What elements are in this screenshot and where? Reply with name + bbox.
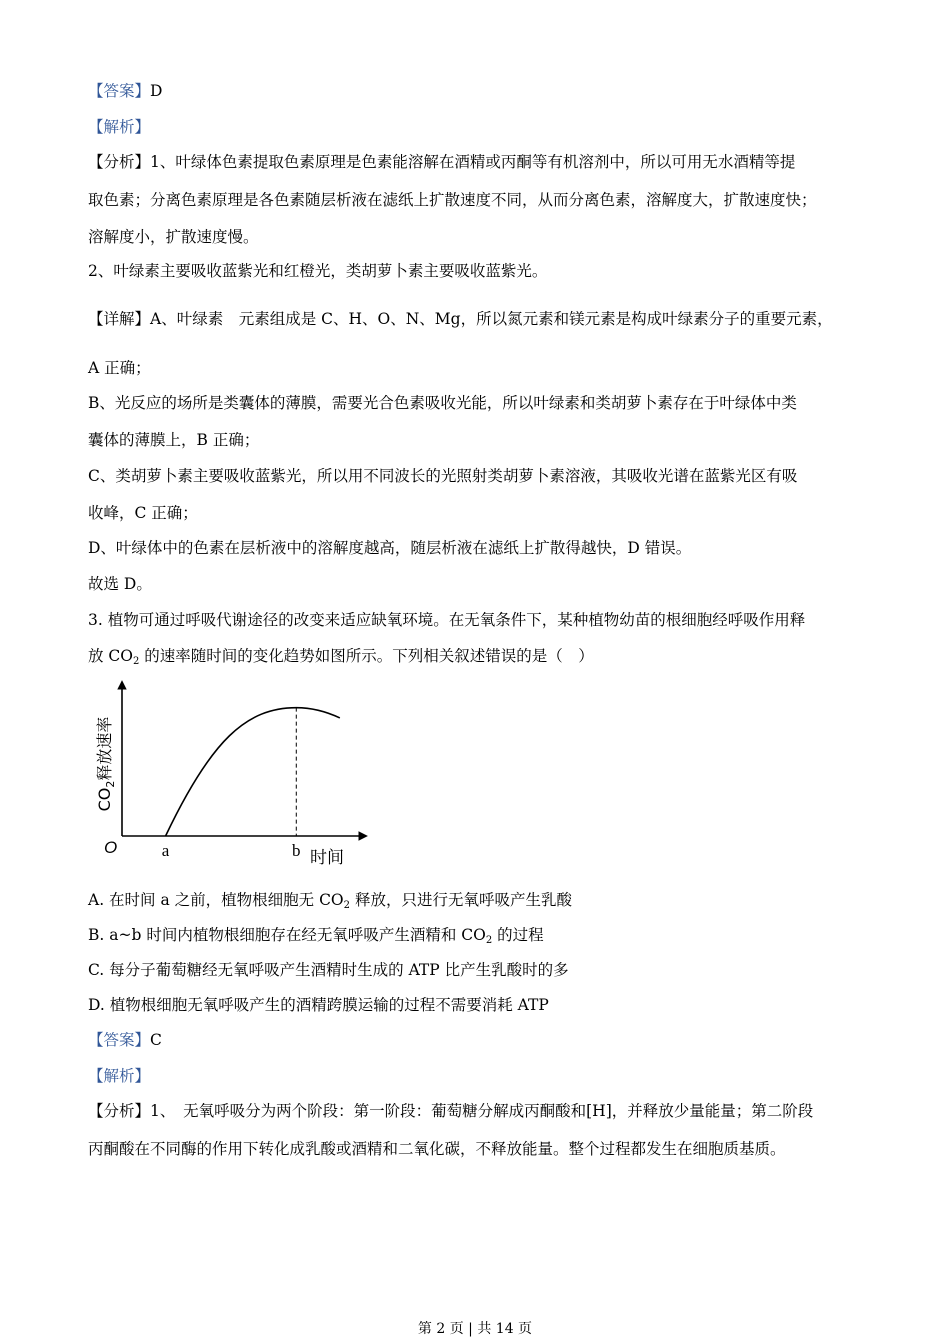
curve-line [166, 708, 340, 836]
fenxi-tag: 【分析】 [88, 153, 151, 171]
answer-line-2 [88, 1030, 162, 1050]
co2-release-rate-chart [90, 676, 380, 872]
origin-label: O [104, 838, 118, 857]
option-b[interactable]: B. a~b 时间内植物根细胞存在经无氧呼吸产生酒精和 $CO_2$ 的过程 [88, 926, 544, 946]
option-d[interactable]: D. 植物根细胞无氧呼吸产生的酒精跨膜运输的过程不需要消耗 ATP [88, 996, 549, 1014]
option-c[interactable]: C. 每分子葡萄糖经无氧呼吸产生酒精时生成的 ATP 比产生乳酸时的多 [88, 961, 569, 979]
text-line: D、叶绿体中的色素在层析液中的溶解度越高，随层析液在滤纸上扩散得越快，D 错误。 [88, 539, 692, 557]
fenxi-line-1 [88, 152, 795, 172]
text-line: 故选 D。 [88, 575, 152, 593]
fenxi-tag: 【分析】 [88, 1102, 151, 1120]
question-3-line-2: 放 $CO_2$ 的速率随时间的变化趋势如图所示。下列相关叙述错误的是（ ） [88, 647, 594, 667]
x-axis-label: 时间 [310, 848, 344, 868]
fenxi-text: 1、 无氧呼吸分为两个阶段：第一阶段：葡萄糖分解成丙酮酸和[H]，并释放少量能量；第二阶段 [150, 1102, 814, 1120]
y-axis-label: $CO_2$释放速率 [95, 716, 117, 812]
answer-value: D [150, 82, 163, 100]
x-tick-label-b: b [292, 841, 301, 860]
answer-line-1 [88, 81, 162, 101]
x-tick-label-a: a [161, 841, 170, 860]
answer-tag: 【答案】 [88, 1031, 151, 1049]
page-footer: 第 2 页 | 共 14 页 [417, 1321, 533, 1337]
text-line: 丙酮酸在不同酶的作用下转化成乳酸或酒精和二氧化碳，不释放能量。整个过程都发生在细胞质基质。 [88, 1140, 786, 1158]
text-line: A 正确； [88, 359, 151, 377]
text-line: C、类胡萝卜素主要吸收蓝紫光，所以用不同波长的光照射类胡萝卜素溶液，其吸收光谱在蓝紫光区有吸 [88, 467, 798, 485]
question-3-line-1: 3. 植物可通过呼吸代谢途径的改变来适应缺氧环境。在无氧条件下，某种植物幼苗的根细胞经呼吸作用释 [88, 611, 806, 629]
text-line: B、光反应的场所是类囊体的薄膜，需要光合色素吸收光能，所以叶绿素和类胡萝卜素存在于叶绿体中类 [88, 394, 797, 412]
analysis-tag: 【解析】 [88, 118, 151, 136]
option-a[interactable]: A. 在时间 a 之前，植物根细胞无 $CO_2$ 释放，只进行无氧呼吸产生乳酸 [88, 891, 572, 911]
answer-value: C [150, 1031, 162, 1049]
text-line: 溶解度小，扩散速度慢。 [88, 228, 259, 246]
text-line: 囊体的薄膜上，B 正确； [88, 431, 260, 449]
fenxi-text: 1、叶绿体色素提取色素原理是色素能溶解在酒精或丙酮等有机溶剂中，所以可用无水酒精等提 [150, 153, 796, 171]
detail-text: A、叶绿素 元素组成是 C、H、O、N、Mg，所以氮元素和镁元素是构成叶绿素分子的重要元素， [150, 310, 833, 328]
detail-tag: 【详解】 [88, 310, 151, 328]
analysis-heading-1 [88, 117, 150, 137]
text-line: 取色素；分离色素原理是各色素随层析液在滤纸上扩散速度不同，从而分离色素，溶解度大，扩散速度快； [88, 191, 817, 209]
answer-tag: 【答案】 [88, 82, 151, 100]
text-line: 收峰，C 正确； [88, 504, 198, 522]
text-line: 2、叶绿素主要吸收蓝紫光和红橙光，类胡萝卜素主要吸收蓝紫光。 [88, 262, 548, 280]
analysis-tag: 【解析】 [88, 1067, 151, 1085]
fenxi-line-2 [88, 1101, 813, 1121]
analysis-heading-2 [88, 1066, 150, 1086]
detail-line-1 [88, 309, 833, 329]
